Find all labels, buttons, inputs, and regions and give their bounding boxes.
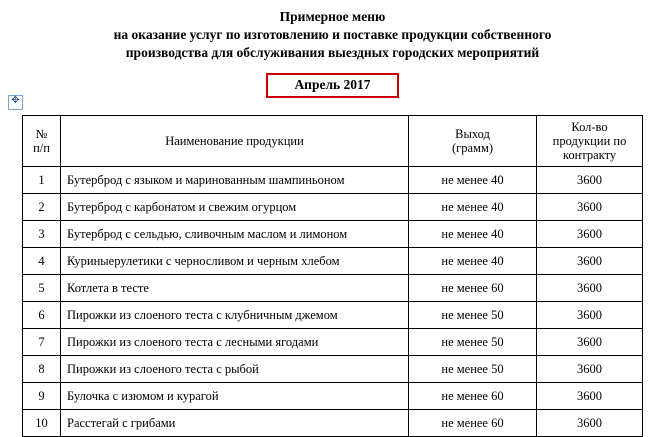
cell-product-name: Пирожки из слоеного теста с лесными ягодами [61,329,409,356]
cell-row-number: 9 [23,383,61,410]
cell-row-number: 2 [23,194,61,221]
cell-quantity: 3600 [537,221,643,248]
cell-product-name: Пирожки из слоеного теста с клубничным джемом [61,302,409,329]
cell-quantity: 3600 [537,167,643,194]
header-quantity-line3: контракту [562,148,617,162]
cell-row-number: 5 [23,275,61,302]
title-line-2: на оказание услуг по изготовлению и поставке продукции собственного [113,27,552,42]
cell-quantity: 3600 [537,356,643,383]
table-header [23,116,643,167]
cell-quantity: 3600 [537,194,643,221]
cell-product-name: Котлета в тесте [61,275,409,302]
cell-row-number: 4 [23,248,61,275]
cell-product-name: Бутерброд с карбонатом и свежим огурцом [61,194,409,221]
table-row [23,248,643,275]
table-row [23,221,643,248]
title-line-3: производства для обслуживания выездных городских мероприятий [125,45,540,60]
cell-product-name: Булочка с изюмом и курагой [61,383,409,410]
header-output-line2: (грамм) [451,141,494,155]
cell-product-name: Расстегай с грибами [61,410,409,437]
cell-quantity: 3600 [537,275,643,302]
cell-product-name: Бутерброд с сельдью, сливочным маслом и лимоном [61,221,409,248]
cell-quantity: 3600 [537,410,643,437]
table-move-handle-icon[interactable] [8,95,23,110]
header-number-line1: № [35,127,48,141]
header-quantity-line2: продукции по [552,134,627,148]
table-row [23,383,643,410]
cell-quantity: 3600 [537,383,643,410]
date-highlight-box: Апрель 2017 [266,73,398,98]
cell-output: не менее 50 [409,329,537,356]
cell-output: не менее 40 [409,167,537,194]
cell-quantity: 3600 [537,329,643,356]
cell-output: не менее 60 [409,410,537,437]
document-title [0,0,665,62]
cell-product-name: Пирожки из слоеного теста с рыбой [61,356,409,383]
table-row [23,275,643,302]
cell-output: не менее 40 [409,248,537,275]
table-row [23,194,643,221]
table-row [23,356,643,383]
menu-table [22,115,643,437]
cell-row-number: 3 [23,221,61,248]
cell-product-name: Бутерброд с языком и маринованным шампиньоном [61,167,409,194]
cell-row-number: 1 [23,167,61,194]
header-quantity-line1: Кол-во [571,120,608,134]
cell-quantity: 3600 [537,302,643,329]
header-product-name: Наименование продукции [61,116,409,167]
header-output [409,116,537,167]
header-quantity [537,116,643,167]
cell-quantity: 3600 [537,248,643,275]
table-row [23,302,643,329]
menu-table-container [22,115,642,437]
table-row [23,410,643,437]
date-container [0,73,665,98]
cell-row-number: 7 [23,329,61,356]
cell-row-number: 8 [23,356,61,383]
cell-row-number: 10 [23,410,61,437]
cell-output: не менее 50 [409,356,537,383]
cell-output: не менее 40 [409,194,537,221]
cell-row-number: 6 [23,302,61,329]
cell-output: не менее 40 [409,221,537,248]
cell-output: не менее 60 [409,275,537,302]
title-line-1: Примерное меню [279,9,386,24]
header-number [23,116,61,167]
table-row [23,329,643,356]
cell-product-name: Куриныерулетики с черносливом и черным хлебом [61,248,409,275]
header-number-line2: п/п [33,141,50,155]
cell-output: не менее 50 [409,302,537,329]
table-row [23,167,643,194]
table-header-row [23,116,643,167]
move-handle-glyph: ✥ [11,95,20,106]
table-body [23,167,643,437]
header-output-line1: Выход [455,127,490,141]
cell-output: не менее 60 [409,383,537,410]
